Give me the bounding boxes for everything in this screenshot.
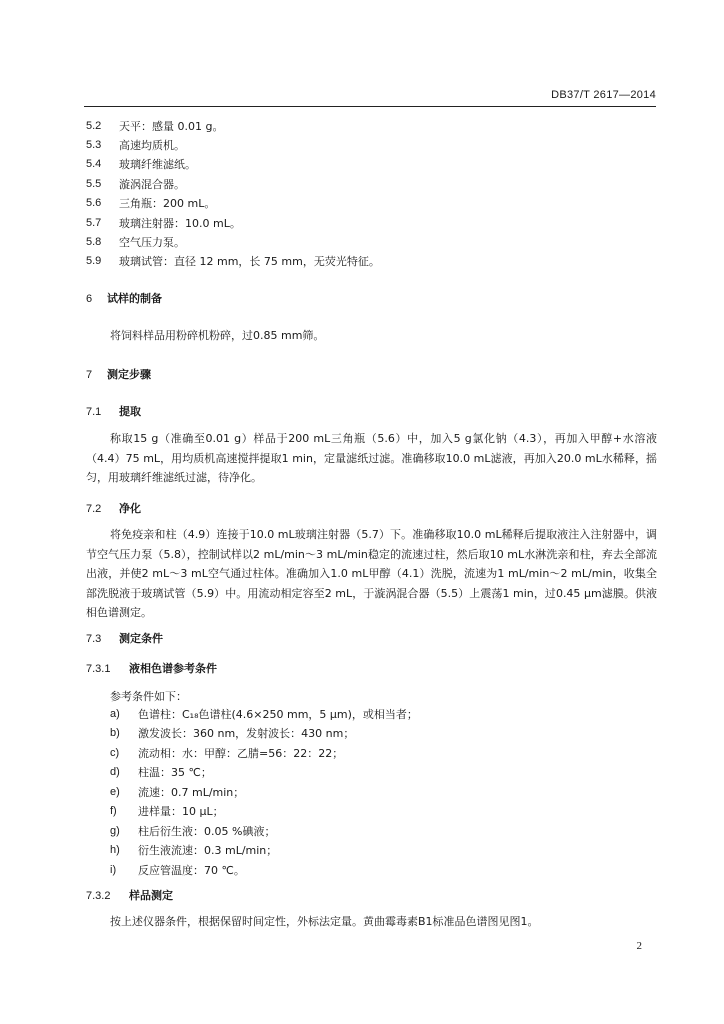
item-number: 5.9 bbox=[86, 255, 102, 268]
item-letter: a) bbox=[110, 707, 120, 720]
section-number: 7.3.2 bbox=[86, 890, 111, 902]
standard-code: DB37/T 2617—2014 bbox=[551, 89, 656, 101]
section-7-3-heading bbox=[86, 630, 163, 646]
list-item bbox=[86, 252, 656, 271]
item-letter: e) bbox=[110, 785, 120, 798]
item-number: 5.5 bbox=[86, 177, 102, 190]
item-letter: i) bbox=[110, 863, 117, 876]
item-text: 三角瓶：200 mL。 bbox=[119, 197, 216, 211]
item-letter: f) bbox=[110, 805, 117, 818]
section-title: 液相色谱参考条件 bbox=[129, 662, 217, 675]
section-number: 7.3 bbox=[86, 633, 102, 645]
item-text: 衍生液流速：0.3 mL/min； bbox=[138, 844, 278, 858]
section-number: 7.3.1 bbox=[86, 663, 111, 675]
item-text: 柱后衍生液：0.05 %碘液； bbox=[138, 824, 276, 838]
section-7-heading bbox=[86, 366, 151, 382]
list-item bbox=[110, 860, 650, 880]
section-number: 6 bbox=[86, 293, 93, 305]
section-title: 样品测定 bbox=[129, 889, 173, 902]
section-title: 提取 bbox=[119, 405, 141, 418]
section-6-body: 将饲料样品用粉碎机粉碎，过0.85 mm筛。 bbox=[110, 329, 325, 342]
section-number: 7.2 bbox=[86, 503, 102, 515]
section-7-3-2-body: 按上述仪器条件，根据保留时间定性，外标法定量。黄曲霉毒素B1标准品色谱图见图1。 bbox=[110, 915, 539, 928]
section-7-3-1-heading bbox=[86, 660, 217, 676]
item-number: 5.6 bbox=[86, 197, 102, 210]
list-item bbox=[110, 704, 650, 724]
item-text: 玻璃注射器：10.0 mL。 bbox=[119, 216, 241, 230]
section-title: 测定条件 bbox=[119, 632, 163, 645]
header-rule bbox=[84, 106, 656, 107]
item-number: 5.4 bbox=[86, 158, 102, 171]
section-title: 测定步骤 bbox=[107, 368, 151, 381]
item-letter: b) bbox=[110, 727, 120, 740]
list-item bbox=[110, 782, 650, 802]
item-number: 5.8 bbox=[86, 236, 102, 249]
item-text: 激发波长：360 nm，发射波长：430 nm； bbox=[138, 727, 355, 741]
item-text: 高速均质机。 bbox=[119, 139, 185, 153]
item-text: 玻璃试管：直径 12 mm，长 75 mm，无荧光特征。 bbox=[119, 255, 380, 269]
section-7-2-heading bbox=[86, 500, 141, 516]
section-7-2-body: 将免疫亲和柱（4.9）连接于10.0 mL玻璃注射器（5.7）下。准确移取10.0 mL稀释后提取液注入注射器中，调节空气压力泵（5.8），控制试样以2 mL/min～3 mL/min稳定的流速过柱，然后取10 mL水淋洗亲和柱，弃去全部流出液，并使2 mL～3 mL空气通过柱体。准确加入1.0 mL甲醇（4.1）洗脱，流速为1 mL/min～2 mL/min，收集全部洗脱液于玻璃试管（5.9）中。用流动相定容至2 mL，于漩涡混合器（5.5）上震荡1 min，过0.45 μm滤膜。供液相色谱测定。 bbox=[86, 528, 657, 620]
item-text: 天平：感量 0.01 g。 bbox=[119, 119, 224, 133]
section-number: 7 bbox=[86, 369, 93, 381]
item-letter: c) bbox=[110, 746, 120, 759]
section-7-1-heading bbox=[86, 403, 141, 419]
item-text: 进样量：10 μL； bbox=[138, 805, 224, 819]
equipment-list bbox=[86, 116, 656, 271]
section-title: 试样的制备 bbox=[107, 292, 162, 305]
list-item bbox=[86, 232, 656, 251]
item-text: 色谱柱：C₁₈色谱柱(4.6×250 mm，5 μm)，或相当者； bbox=[138, 707, 418, 721]
item-text: 漩涡混合器。 bbox=[119, 177, 185, 191]
item-letter: d) bbox=[110, 766, 120, 779]
list-item bbox=[86, 194, 656, 213]
section-6-heading bbox=[86, 290, 162, 306]
list-item bbox=[86, 155, 656, 174]
item-text: 空气压力泵。 bbox=[119, 236, 185, 250]
list-item bbox=[110, 841, 650, 861]
item-number: 5.3 bbox=[86, 139, 102, 152]
list-item bbox=[110, 724, 650, 744]
item-letter: g) bbox=[110, 824, 120, 837]
list-item bbox=[110, 763, 650, 783]
page-number: 2 bbox=[636, 940, 642, 952]
section-title: 净化 bbox=[119, 502, 141, 515]
item-text: 反应管温度：70 ℃。 bbox=[138, 863, 245, 877]
section-7-1-body: 称取15 g（准确至0.01 g）样品于200 mL三角瓶（5.6）中，加入5 g氯化钠（4.3），再加入甲醇+水溶液（4.4）75 mL，用均质机高速搅拌提取1 min，定量滤纸过滤。准确移取10.0 mL滤液，再加入20.0 mL水稀释，摇匀，用玻璃纤维滤纸过滤，待净化。 bbox=[86, 432, 657, 485]
section-number: 7.1 bbox=[86, 406, 102, 418]
list-item bbox=[86, 213, 656, 232]
list-item bbox=[86, 174, 656, 193]
conditions-list bbox=[110, 704, 650, 880]
section-7-3-2-heading bbox=[86, 887, 173, 903]
item-number: 5.7 bbox=[86, 216, 102, 229]
item-text: 流动相：水：甲醇：乙腈=56：22：22； bbox=[138, 746, 344, 760]
list-item bbox=[110, 743, 650, 763]
list-item bbox=[110, 802, 650, 822]
conditions-intro: 参考条件如下： bbox=[110, 690, 187, 703]
item-text: 玻璃纤维滤纸。 bbox=[119, 158, 196, 172]
list-item bbox=[86, 135, 656, 154]
list-item bbox=[86, 116, 656, 135]
list-item bbox=[110, 821, 650, 841]
item-text: 柱温：35 ℃； bbox=[138, 766, 212, 780]
item-text: 流速：0.7 mL/min； bbox=[138, 785, 245, 799]
item-number: 5.2 bbox=[86, 119, 102, 132]
item-letter: h) bbox=[110, 844, 120, 857]
